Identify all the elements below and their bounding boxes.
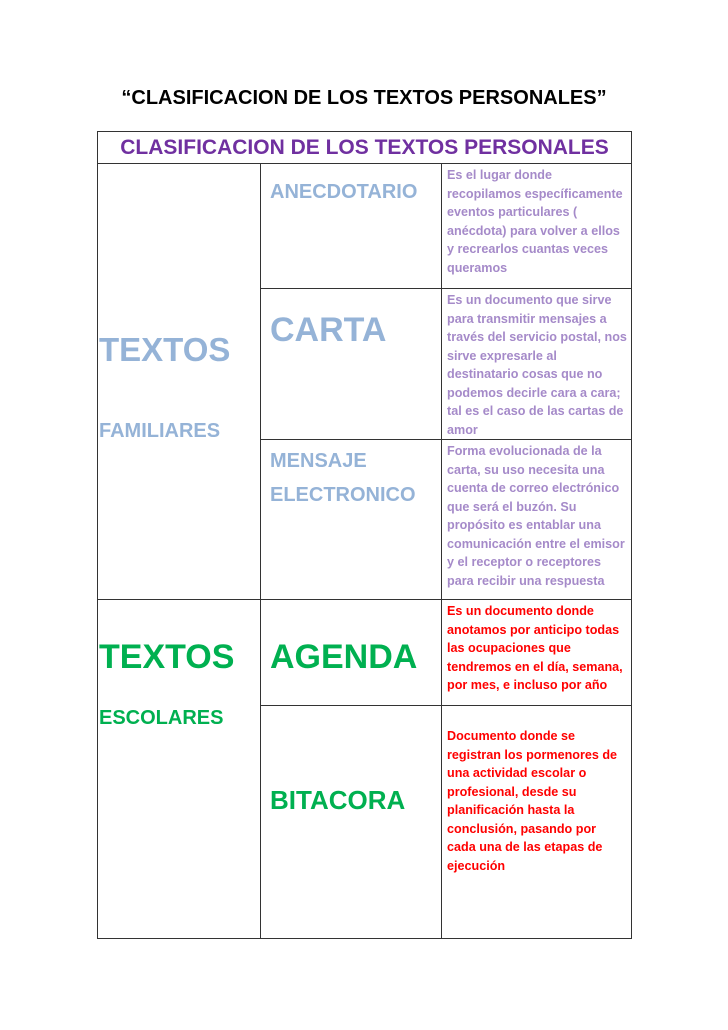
type-description: Documento donde se registran los pormenores de una actividad escolar o profesional, desde su planificación hasta la conclusión, pasando por cada una de las etapas de ejecución xyxy=(447,729,618,873)
description-cell xyxy=(442,164,632,289)
type-label xyxy=(270,444,416,512)
table-header: CLASIFICACION DE LOS TEXTOS PERSONALES xyxy=(98,132,632,164)
table-row xyxy=(98,600,632,706)
group-escolares xyxy=(98,600,261,939)
type-description: Es un documento donde anotamos por anticipo todas las ocupaciones que tendremos en el día, semana, por mes, e incluso por año xyxy=(447,604,623,692)
type-label-line: MENSAJE xyxy=(270,450,367,472)
description-cell xyxy=(442,440,632,600)
type-bitacora xyxy=(261,706,442,939)
group-subtitle: ESCOLARES xyxy=(99,707,224,729)
table-header-row xyxy=(98,132,632,164)
type-label: CARTA xyxy=(270,311,387,349)
group-title: TEXTOS xyxy=(99,638,235,676)
type-label: BITACORA xyxy=(270,785,406,815)
description-cell xyxy=(442,289,632,440)
type-label: ANECDOTARIO xyxy=(270,181,418,203)
type-carta xyxy=(261,289,442,440)
group-subtitle: FAMILIARES xyxy=(99,420,221,442)
table-row xyxy=(98,164,632,289)
description-cell xyxy=(442,600,632,706)
type-label-line: ELECTRONICO xyxy=(270,484,416,506)
type-anecdotario xyxy=(261,164,442,289)
type-description: Forma evolucionada de la carta, su uso necesita una cuenta de correo electrónico que será el buzón. Su propósito es entablar una comunicación entre el emisor y el receptor o receptores para recibir una respuesta xyxy=(447,444,625,588)
type-description: Es el lugar donde recopilamos específicamente eventos particulares ( anécdota) para volver a ellos y recrearlos cuantas veces queramos xyxy=(447,168,623,275)
description-cell xyxy=(442,706,632,939)
group-title: TEXTOS xyxy=(99,331,231,368)
type-description: Es un documento que sirve para transmitir mensajes a través del servicio postal, nos sirve expresarle al destinatario cosas que no podemos decirle cara a cara; tal es el caso de las cartas de amor xyxy=(447,293,627,437)
type-mensaje-electronico xyxy=(261,440,442,600)
document-title: “CLASIFICACION DE LOS TEXTOS PERSONALES” xyxy=(121,87,607,109)
type-agenda xyxy=(261,600,442,706)
classification-table xyxy=(97,131,632,939)
type-label: AGENDA xyxy=(270,638,418,676)
group-familiares xyxy=(98,164,261,600)
